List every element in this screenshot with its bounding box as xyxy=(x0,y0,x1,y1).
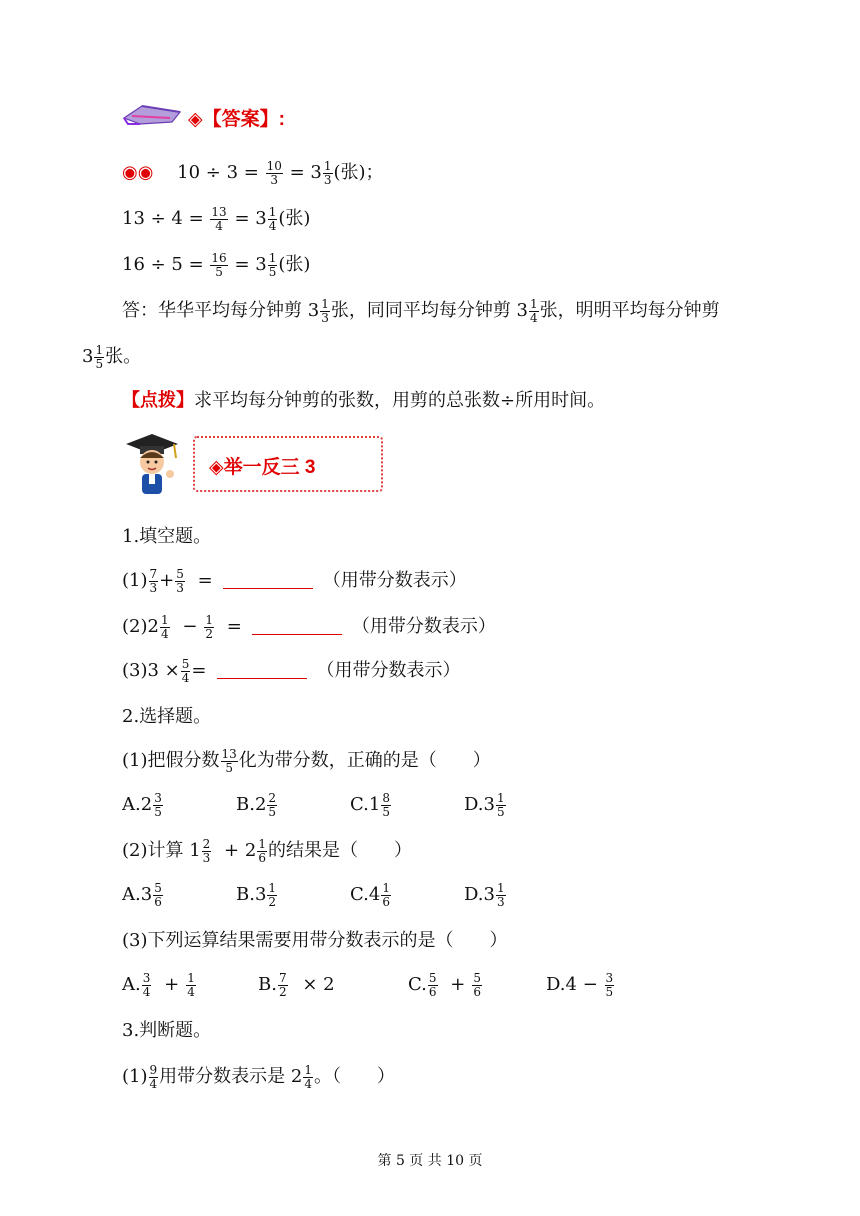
expr: 13 ÷ 4 = xyxy=(122,208,204,229)
fraction: $\frac{1}{4}$ xyxy=(304,1062,312,1091)
fraction: $\frac{1}{4}$ xyxy=(160,612,169,641)
q2-item-2: (2)计算 1 $\frac{2}{3}$ + 2 $\frac{1}{6}$ 的结果是（ ） xyxy=(122,836,412,865)
fraction: $\frac{1}{2}$ xyxy=(205,612,214,641)
answer-line-3 xyxy=(122,250,310,278)
equals: = 3 xyxy=(289,162,322,183)
fraction: $\frac{9}{4}$ xyxy=(149,1062,158,1091)
tip-label: 【点拨】 xyxy=(122,390,194,410)
option-b[interactable]: B.2 $\frac{2}{5}$ xyxy=(236,791,277,819)
answer-heading xyxy=(188,104,285,131)
graduate-student-icon xyxy=(122,432,180,498)
option-a[interactable]: A.3 $\frac{5}{6}$ xyxy=(122,881,162,909)
pen-icon xyxy=(122,98,184,128)
unit: (张) xyxy=(278,208,311,229)
fraction: $\frac{7}{3}$ xyxy=(149,566,158,595)
answer-line-2 xyxy=(122,204,310,232)
diamond-icon: ◈ xyxy=(188,109,203,130)
fraction: $\frac{5}{6}$ xyxy=(154,881,162,909)
answer-label: 【答案】: xyxy=(202,109,285,130)
conclusion-text: 张，明明平均每分钟剪 xyxy=(539,300,720,321)
equals: = 3 xyxy=(234,254,267,275)
fraction: $\frac{5}{6}$ xyxy=(473,971,481,999)
fraction: $\frac{16}{5}$ xyxy=(211,250,227,279)
fraction: $\frac{5}{4}$ xyxy=(181,656,190,685)
option-c[interactable]: C.1 $\frac{8}{5}$ xyxy=(350,791,390,819)
expr: 16 ÷ 5 = xyxy=(122,254,204,275)
option-a[interactable]: A.2 $\frac{3}{5}$ xyxy=(122,791,162,819)
conclusion-text: 答：华华平均每分钟剪 3 xyxy=(122,300,320,321)
conclusion-text: 张，同同平均每分钟剪 3 xyxy=(330,300,529,321)
fraction: $\frac{3}{4}$ xyxy=(142,971,151,999)
fraction: $\frac{10}{3}$ xyxy=(266,158,282,187)
equals: = 3 xyxy=(234,208,267,229)
option-a[interactable]: A. $\frac{3}{4}$ + $\frac{1}{4}$ xyxy=(122,971,195,999)
fraction: $\frac{1}{3}$ xyxy=(323,158,332,187)
fraction: $\frac{7}{2}$ xyxy=(278,971,287,999)
conclusion-text: 张。 xyxy=(105,346,142,367)
unit: (张) xyxy=(278,254,311,275)
option-b[interactable]: B.3 $\frac{1}{2}$ xyxy=(236,881,277,909)
fraction: $\frac{3}{5}$ xyxy=(154,791,162,819)
answer-blank[interactable] xyxy=(217,660,307,679)
answer-line-1 xyxy=(122,158,384,186)
section-label: ◈举一反三 3 xyxy=(209,457,316,478)
fraction: $\frac{1}{5}$ xyxy=(95,342,104,371)
q3-title: 3.判断题。 xyxy=(122,1020,212,1041)
fraction: $\frac{1}{5}$ xyxy=(268,250,277,279)
fraction: $\frac{1}{4}$ xyxy=(187,971,195,999)
whole: 3 xyxy=(82,346,94,367)
fraction: $\frac{2}{3}$ xyxy=(202,836,211,865)
option-d[interactable]: D.3 $\frac{1}{3}$ xyxy=(464,881,505,909)
fraction: $\frac{1}{3}$ xyxy=(321,296,329,325)
fraction: $\frac{1}{4}$ xyxy=(530,296,538,325)
option-d[interactable]: D.3 $\frac{1}{5}$ xyxy=(464,791,505,819)
conclusion-line-1 xyxy=(122,296,720,324)
fraction: $\frac{1}{6}$ xyxy=(382,881,390,909)
option-c[interactable]: C.4 $\frac{1}{6}$ xyxy=(350,881,390,909)
q1-item-1: (1) $\frac{7}{3}$ + $\frac{5}{3}$ = （用带分数表示） xyxy=(122,566,467,595)
q1-title: 1.填空题。 xyxy=(122,526,212,547)
fraction: $\frac{1}{2}$ xyxy=(268,881,277,909)
fraction: $\frac{13}{4}$ xyxy=(211,204,227,233)
q2-item-3: (3)下列运算结果需要用带分数表示的是（ ） xyxy=(122,930,508,951)
fraction: $\frac{5}{3}$ xyxy=(176,566,184,595)
bullet-icons: ◉◉ xyxy=(122,162,154,183)
expr: 10 ÷ 3 = xyxy=(177,162,259,183)
tip-text: 求平均每分钟剪的张数，用剪的总张数÷所用时间。 xyxy=(194,390,606,411)
q1-item-3: (3)3 × $\frac{5}{4}$ = （用带分数表示） xyxy=(122,656,461,685)
fraction: $\frac{8}{5}$ xyxy=(382,791,390,819)
page-footer: 第 5 页 共 10 页 xyxy=(377,1153,483,1169)
fraction: $\frac{1}{6}$ xyxy=(258,836,266,865)
fraction: $\frac{3}{5}$ xyxy=(605,971,614,999)
unit: (张)； xyxy=(333,162,384,183)
conclusion-line-2 xyxy=(82,342,141,370)
option-b[interactable]: B. $\frac{7}{2}$ × 2 xyxy=(258,971,335,999)
fraction: $\frac{1}{4}$ xyxy=(268,204,277,233)
fraction: $\frac{1}{5}$ xyxy=(496,791,505,819)
fraction: $\frac{13}{5}$ xyxy=(221,746,237,775)
option-c[interactable]: C. $\frac{5}{6}$ + $\frac{5}{6}$ xyxy=(408,971,481,999)
q3-item-1: (1) $\frac{9}{4}$ 用带分数表示是 2 $\frac{1}{4}$ 。（ ） xyxy=(122,1062,395,1091)
fraction: $\frac{5}{6}$ xyxy=(428,971,437,999)
q1-item-2: (2)2 $\frac{1}{4}$ − $\frac{1}{2}$ = （用带分数表示） xyxy=(122,612,496,641)
fraction: $\frac{1}{3}$ xyxy=(496,881,505,909)
fraction: $\frac{2}{5}$ xyxy=(268,791,277,819)
section-box xyxy=(193,436,383,492)
q2-item-1: (1)把假分数 $\frac{13}{5}$ 化为带分数，正确的是（ ） xyxy=(122,746,491,775)
q2-title: 2.选择题。 xyxy=(122,706,212,727)
answer-blank[interactable] xyxy=(252,616,342,635)
answer-blank[interactable] xyxy=(223,570,313,589)
option-d[interactable]: D.4 − $\frac{3}{5}$ xyxy=(546,971,614,999)
tip xyxy=(122,386,605,412)
